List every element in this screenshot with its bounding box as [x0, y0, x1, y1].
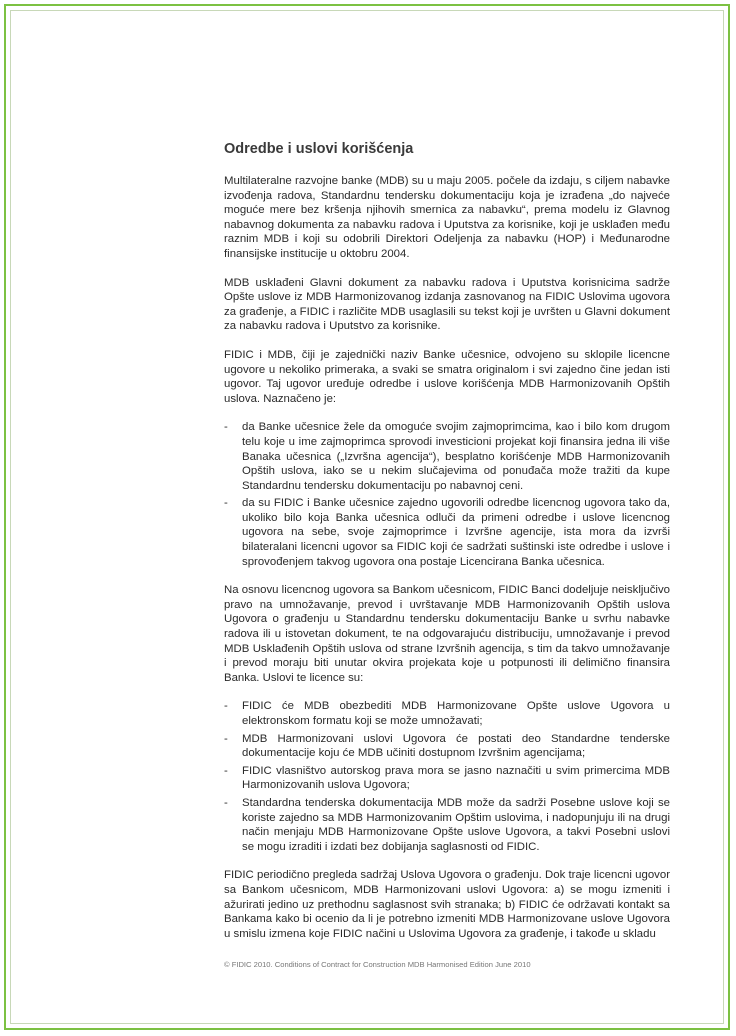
document-page: [224, 140, 670, 955]
list-item-text: da Banke učesnice žele da omoguće svojim zajmoprimcima, kao i bilo kom drugom telu koje u ime zajmoprimca sprovodi investicioni projekat koji finansira jedna ili više Banaka učesnica („Izvršna agencija“), besplatno korišćenje MDB Harmonizovanih Opštih uslova, iako se u nekim slučajevima od ponuđača može tražiti da kupe Standardnu tendersku dokumentaciju po nabavnoj ceni.: [242, 421, 670, 492]
paragraph-5: FIDIC periodično pregleda sadržaj Uslova Ugovora o građenju. Dok traje licencni ugovor sa Bankom učesnicom, MDB Harmonizovani uslovi Ugovora: a) se mogu izmeniti i ažurirati jedino uz prethodnu saglasnost svih stranaka; b) FIDIC će održavati kontakt sa Bankama kako bi ocenio da li je potrebno izmeniti MDB Harmonizovane uslove Ugovora u smislu izmena koje FIDIC načini u Uslovima Ugovora za građenje, i takođe u skladu: [224, 869, 670, 940]
list-dash: -: [224, 764, 228, 777]
list-dash: -: [224, 421, 228, 434]
list-item: [224, 796, 670, 854]
list-item-text: da su FIDIC i Banke učesnice zajedno ugovorili odredbe licencnog ugovora tako da, ukoliko bilo koja Banka učesnica odluči da primeni odredbe i uslove licencnog ugovora na sebe, svoje zajmoprimce i Izvršne agencije, ista mora da izvrši bilateralani licencni ugovor sa FIDIC koji će sadržati suštinski iste odredbe i uslove i sprovođenjem takvog ugovora ona postaje Licencirana Banka učesnica.: [242, 497, 670, 568]
paragraph-2: MDB usklađeni Glavni dokument za nabavku radova i Uputstva korisnicima sadrže Opšte uslove iz MDB Harmonizovanog izdanja zasnovanog na FIDIC Uslovima ugovora za građenje, a FIDIC i različite MDB usaglasili su tekst koji je uvršten u Glavni dokument za nabavku radova i Uputstvo za korisnike.: [224, 276, 670, 333]
list-dash: -: [224, 732, 228, 745]
list-item: [224, 496, 670, 569]
list-item-text: Standardna tenderska dokumentacija MDB može da sadrži Posebne uslove koji se koriste zajedno sa MDB Harmonizovanim Opštim uslovima, i nadopunjuju ili na drugi način menjaju MDB Harmonizovane Opšte uslove Ugovora, a takvi Posebni uslovi se mogu izraditi i izdati bez dobijanja saglasnosti od FIDIC.: [242, 796, 670, 853]
document-title: Odredbe i uslovi korišćenja: [224, 141, 414, 157]
list-item: [224, 699, 670, 728]
paragraph-3: FIDIC i MDB, čiji je zajednički naziv Banke učesnice, odvojeno su sklopile licencne ugovore u nekoliko primeraka, a svaki se smatra originalom i svi zajedno čine jedan isti ugovor. Taj ugovor uređuje odredbe i uslove korišćenja MDB Harmonizovanih Opštih uslova. Naznačeno je:: [224, 348, 670, 405]
page-footer: © FIDIC 2010. Conditions of Contract for Construction MDB Harmonised Edition June 2010: [224, 960, 531, 969]
paragraph-4: Na osnovu licencnog ugovora sa Bankom učesnicom, FIDIC Banci dodeljuje neisključivo pravo na umnožavanje, prevod i uvrštavanje MDB Harmonizovanih Opštih uslova Ugovora o građenju u Standardnu tendersku dokumentaciju Banke u svrhu nabavke radova ili u istovetan dokument, te na odgovarajuću distribuciju, umnožavanje i prevod MDB Usklađenih Opštih uslova od strane Izvršnih agencija, s tim da takvo umnožavanje i prevod moraju biti unutar okvira projekata koje u potpunosti ili delimično finansira Banka. Uslovi te licence su:: [224, 584, 670, 684]
list-item-text: FIDIC vlasništvo autorskog prava mora se jasno naznačiti u svim primercima MDB Harmonizovanih uslova Ugovora;: [242, 764, 670, 792]
list-dash: -: [224, 497, 228, 510]
paragraph-1: Multilateralne razvojne banke (MDB) su u maju 2005. počele da izdaju, s ciljem nabavke izvođenja radova, Standardnu tendersku dokumentaciju koja je izrađena „do najveće moguće mere bez kršenja njihovih smernica za nabavku“, prema modelu iz Glavnog nabavnog dokumenta za nabavku radova i Uputstva za korisnike, koji je usklađen među raznim MDB i koji su odobrili Direktori Odeljenja za nabavku (HOP) i Međunarodne finansijske institucije u oktobru 2004.: [224, 175, 670, 260]
list-license-conditions: [224, 699, 670, 854]
list-item: [224, 764, 670, 793]
list-recitals: [224, 420, 670, 569]
list-dash: -: [224, 700, 228, 713]
list-item: [224, 732, 670, 761]
list-dash: -: [224, 796, 228, 809]
list-item: [224, 420, 670, 493]
list-item-text: MDB Harmonizovani uslovi Ugovora će postati deo Standardne tenderske dokumentacije koju će MDB učiniti dostupnom Izvršnim agencijama;: [242, 732, 670, 760]
list-item-text: FIDIC će MDB obezbediti MDB Harmonizovane Opšte uslove Ugovora u elektronskom formatu koji se može umnožavati;: [242, 700, 670, 727]
